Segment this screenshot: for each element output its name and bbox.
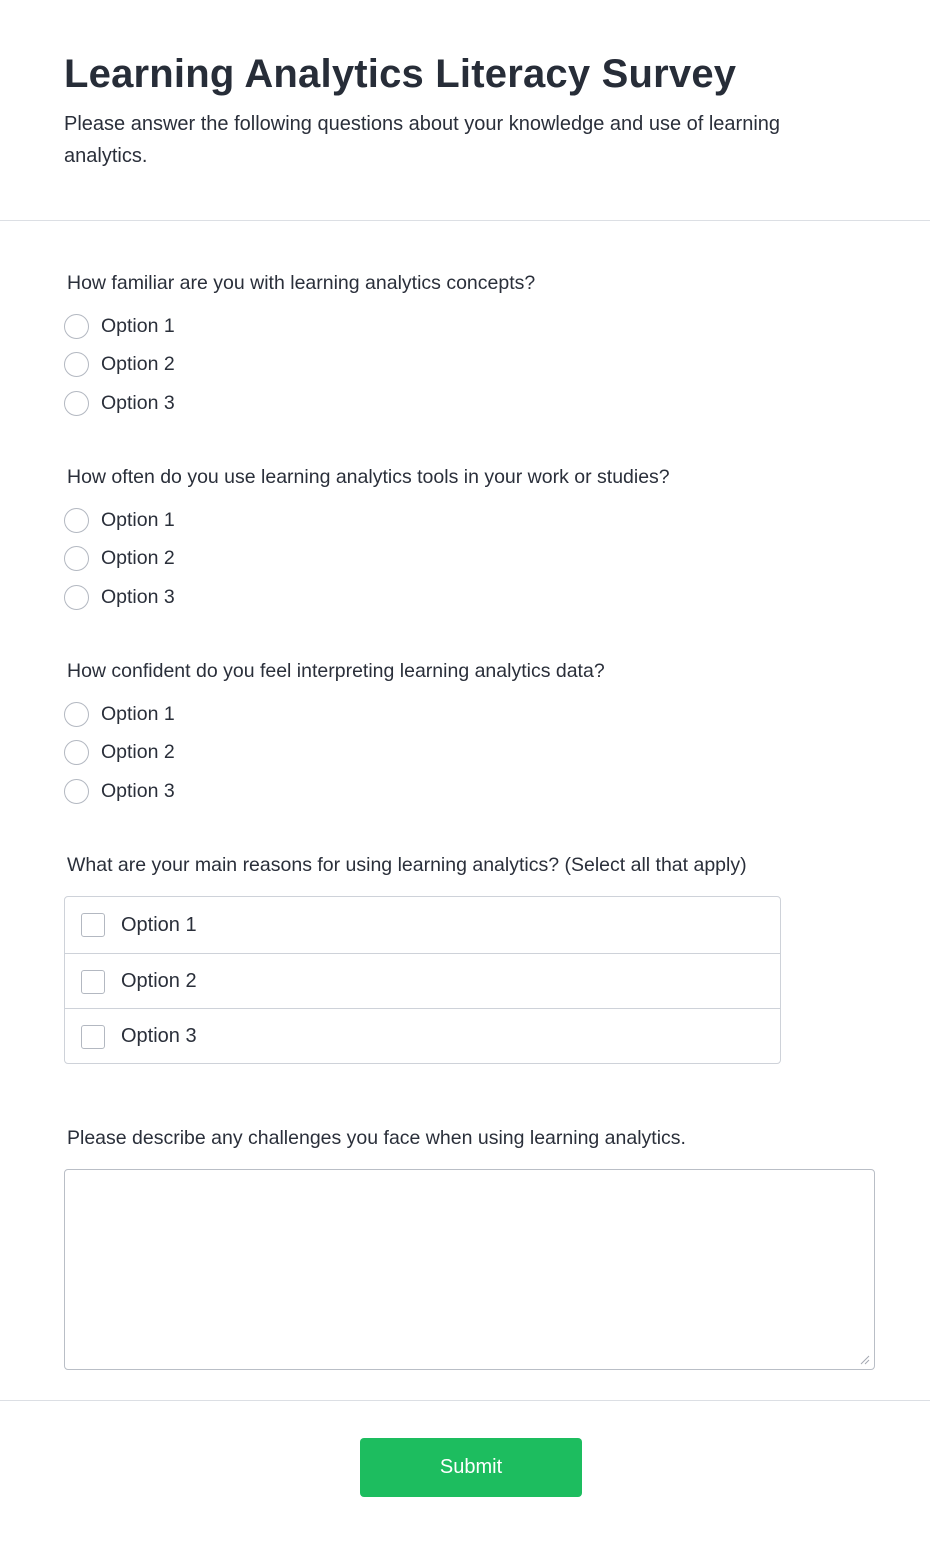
checkbox-label: Option 2	[121, 970, 197, 992]
radio-button[interactable]	[64, 508, 89, 533]
question-2-label: How often do you use learning analytics tools in your work or studies?	[67, 466, 670, 488]
survey-header	[0, 0, 930, 221]
radio-label: Option 1	[101, 314, 175, 337]
challenges-textarea[interactable]	[64, 1169, 875, 1370]
question-3-label: How confident do you feel interpreting learning analytics data?	[67, 660, 605, 682]
radio-button[interactable]	[64, 702, 89, 727]
page-title: Learning Analytics Literacy Survey	[64, 52, 737, 96]
q3-option-2[interactable]	[64, 739, 175, 765]
q3-option-1[interactable]	[64, 701, 175, 727]
q3-option-3[interactable]	[64, 778, 175, 804]
q1-option-3[interactable]	[64, 390, 175, 416]
radio-button[interactable]	[64, 546, 89, 571]
checkbox[interactable]	[81, 1025, 105, 1049]
radio-button[interactable]	[64, 740, 89, 765]
q4-option-3[interactable]	[65, 1008, 780, 1064]
checkbox-group	[64, 896, 781, 1064]
radio-button[interactable]	[64, 779, 89, 804]
radio-label: Option 2	[101, 352, 175, 375]
radio-label: Option 3	[101, 391, 175, 414]
radio-label: Option 2	[101, 546, 175, 569]
radio-button[interactable]	[64, 314, 89, 339]
question-4-label: What are your main reasons for using learning analytics? (Select all that apply)	[67, 854, 747, 876]
q4-option-1[interactable]	[65, 897, 780, 953]
checkbox-label: Option 3	[121, 1025, 197, 1047]
page-subtitle: Please answer the following questions about your knowledge and use of learning analytics.	[64, 113, 781, 167]
question-5-label: Please describe any challenges you face when using learning analytics.	[67, 1127, 686, 1149]
q4-option-2[interactable]	[65, 953, 780, 1009]
q1-option-2[interactable]	[64, 351, 175, 377]
radio-label: Option 3	[101, 779, 175, 802]
q2-option-2[interactable]	[64, 545, 175, 571]
radio-button[interactable]	[64, 391, 89, 416]
q2-option-3[interactable]	[64, 584, 175, 610]
radio-button[interactable]	[64, 585, 89, 610]
radio-label: Option 3	[101, 585, 175, 608]
submit-button[interactable]: Submit	[360, 1438, 582, 1497]
checkbox-label: Option 1	[121, 913, 197, 936]
question-1-label: How familiar are you with learning analytics concepts?	[67, 272, 536, 294]
q1-option-1[interactable]	[64, 313, 175, 339]
radio-label: Option 1	[101, 508, 175, 531]
footer-divider	[0, 1400, 930, 1401]
radio-button[interactable]	[64, 352, 89, 377]
q2-option-1[interactable]	[64, 507, 175, 533]
checkbox[interactable]	[81, 913, 105, 937]
radio-label: Option 1	[101, 702, 175, 725]
radio-label: Option 2	[101, 740, 175, 763]
checkbox[interactable]	[81, 970, 105, 994]
resize-grip-icon[interactable]	[858, 1353, 870, 1365]
